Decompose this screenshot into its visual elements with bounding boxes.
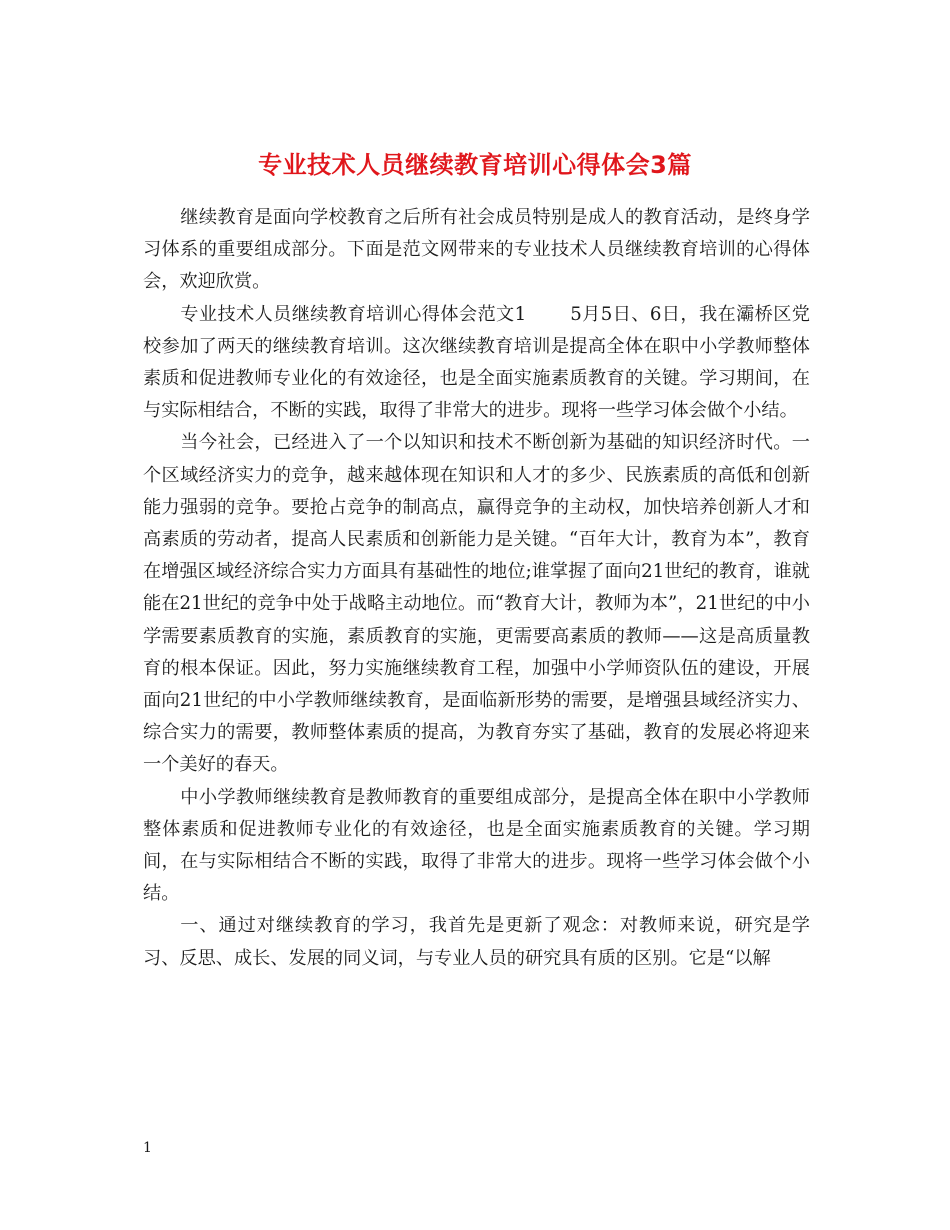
paragraph-essay-1-start — [143, 299, 810, 428]
paragraph-knowledge-economy: 当今社会，已经进入了一个以知识和技术不断创新为基础的知识经济时代。一个区域经济实力的竞争，越来越体现在知识和人才的多少、民族素质的高低和创新能力强弱的竞争。要抢占竞争的制高点，赢得竞争的主动权，加快培养创新人才和高素质的劳动者，提高人民素质和创新能力是关键。“百年大计，教育为本”，教育在增强区域经济综合实力方面具有基础性的地位;谁掌握了面向21世纪的教育，谁就能在21世纪的竞争中处于战略主动地位。而“教育大计，教师为本”，21世纪的中小学需要素质教育的实施，素质教育的实施，更需要高素质的教师——这是高质量教育的根本保证。因此，努力实施继续教育工程，加强中小学师资队伍的建设，开展面向21世纪的中小学教师继续教育，是面临新形势的需要，是增强县域经济实力、综合实力的需要，教师整体素质的提高，为教育夯实了基础，教育的发展必将迎来一个美好的春天。 — [143, 432, 810, 776]
document-title: 专业技术人员继续教育培训心得体会3篇 — [258, 151, 692, 180]
essay-heading: 专业技术人员继续教育培训心得体会范文1 — [180, 303, 527, 325]
essay-1-opening: 5月5日、6日，我在灞桥区党校参加了两天的继续教育培训。这次继续教育培训是提高全体在职中小学教师整体素质和促进教师专业化的有效途径，也是全面实施素质教育的关键。学习期间，在与实际相结合，不断的实践，取得了非常大的进步。现将一些学习体会做个小结。 — [143, 303, 810, 422]
paragraph-continuing-education: 中小学教师继续教育是教师教育的重要组成部分，是提高全体在职中小学教师整体素质和促进教师专业化的有效途径，也是全面实施素质教育的关键。学习期间，在与实际相结合不断的实践，取得了非常大的进步。现将一些学习体会做个小结。 — [143, 786, 810, 905]
page-number: 1 — [143, 1140, 152, 1156]
paragraph-point-one: 一、通过对继续教育的学习，我首先是更新了观念：对教师来说，研究是学习、反思、成长、发展的同义词，与专业人员的研究具有质的区别。它是“以解 — [143, 915, 810, 969]
paragraph-intro: 继续教育是面向学校教育之后所有社会成员特别是成人的教育活动，是终身学习体系的重要组成部分。下面是范文网带来的专业技术人员继续教育培训的心得体会，欢迎欣赏。 — [143, 207, 810, 293]
document-body — [143, 202, 810, 975]
